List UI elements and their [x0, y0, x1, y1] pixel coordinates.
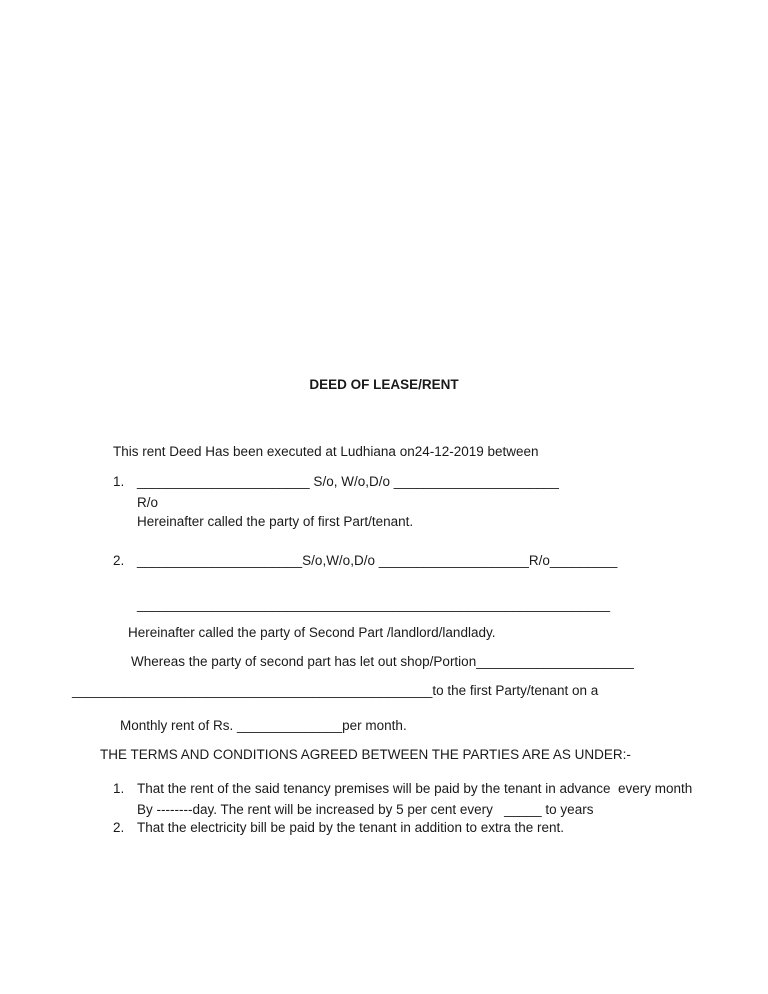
term1-number: 1.	[113, 781, 125, 796]
party2-number: 2.	[113, 553, 125, 568]
party1-residence-line: R/o	[137, 495, 159, 510]
party1-name-line: _______________________ S/o, W/o,D/o ______________________	[137, 474, 559, 489]
party2-blank-line: _______________________________________________________________	[137, 597, 611, 612]
term2-number: 2.	[113, 820, 125, 835]
term1-line2: By --------day. The rent will be increased by 5 per cent every _____ to years	[137, 802, 594, 817]
whereas-clause: Whereas the party of second part has let out shop/Portion_____________________	[131, 654, 634, 669]
rent-clause: Monthly rent of Rs. ______________per month.	[120, 718, 407, 733]
party2-name-line: ______________________S/o,W/o,D/o ____________________R/o_________	[137, 553, 618, 568]
terms-heading: THE TERMS AND CONDITIONS AGREED BETWEEN THE PARTIES ARE AS UNDER:-	[100, 747, 631, 762]
document-title: DEED OF LEASE/RENT	[309, 377, 459, 392]
term2-line1: That the electricity bill be paid by the tenant in addition to extra the rent.	[137, 820, 565, 835]
party1-hereinafter-line: Hereinafter called the party of first Part/tenant.	[137, 514, 414, 529]
party1-number: 1.	[113, 474, 125, 489]
term-item-2	[113, 820, 733, 880]
intro-paragraph: This rent Deed Has been executed at Ludhiana on24-12-2019 between	[113, 444, 539, 459]
term1-line1: That the rent of the said tenancy premises will be paid by the tenant in advance every month	[137, 781, 693, 796]
second-part-clause: Hereinafter called the party of Second Part /landlord/landlady.	[128, 625, 496, 640]
continuation-clause: ________________________________________________to the first Party/tenant on a	[72, 683, 599, 698]
